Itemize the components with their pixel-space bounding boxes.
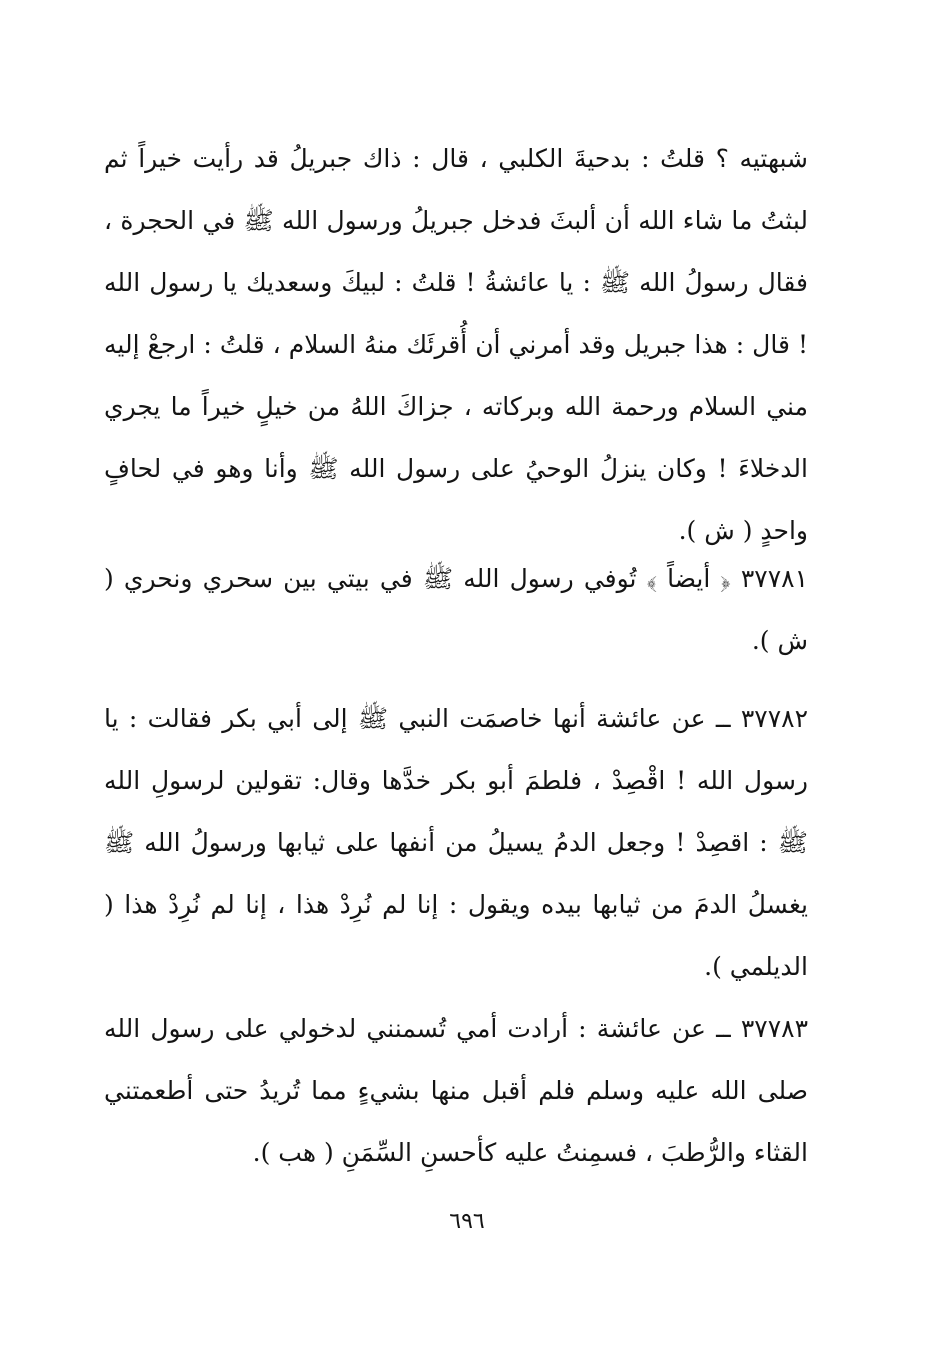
paragraph-continued-narration: شبهتيه ؟ قلتُ : بدحيةَ الكلبي ، قال : ذاك جبريلُ قد رأيت خيراً ثم لبثتُ ما شاء الله أن ألبثَ فدخل جبريلُ ورسول الله ﷺ في الحجرة ، فقال رسولُ الله ﷺ : يا عائشةُ ! قلتُ : لبيكَ وسعديك يا رسول الله ! قال : هذا جبريل وقد أمرني أن أُقرئَك منهُ السلام ، قلتُ : ارجعْ إليه مني السلام ورحمة الله وبركاته ، جزاكَ اللهُ من خيلٍ خيراً ما يجري الدخلاءَ ! وكان ينزلُ الوحيُ على رسول الله ﷺ وأنا وهو في لحافٍ واحدٍ ( ش ). — [104, 144, 808, 545]
paragraph-hadith-37782: ٣٧٧٨٢ ــ عن عائشة أنها خاصمَت النبي ﷺ إلى أبي بكر فقالت : يا رسول الله ! اقْصِدْ ، فلطمَ أبو بكر خدَّها وقال: تقولين لرسولِ الله ﷺ : اقصِدْ ! وجعل الدمُ يسيلُ من أنفها على ثيابها ورسولُ الله ﷺ يغسلُ الدمَ من ثيابها بيده ويقول : إنا لم نُرِدْ هذا ، إنا لم نُرِدْ هذا ( الديلمي ). — [104, 704, 808, 981]
paragraph-hadith-37783: ٣٧٧٨٣ ــ عن عائشة : أرادت أمي تُسمنني لدخولي على رسول الله صلى الله عليه وسلم فلم أقبل منها بشيءٍ مما تُريدُ حتى أطعمتني القثاء والرُّطبَ ، فسمِنتُ عليه كأحسنِ السِّمَنِ ( هب ). — [104, 1014, 808, 1167]
paragraph-hadith-37781: ٣٧٧٨١ ﴿ أيضاً ﴾ تُوفي رسول الله ﷺ في بيتي بين سحري ونحري ( ش ). — [104, 564, 809, 655]
page-number: ٦٩٦ — [449, 1209, 485, 1234]
